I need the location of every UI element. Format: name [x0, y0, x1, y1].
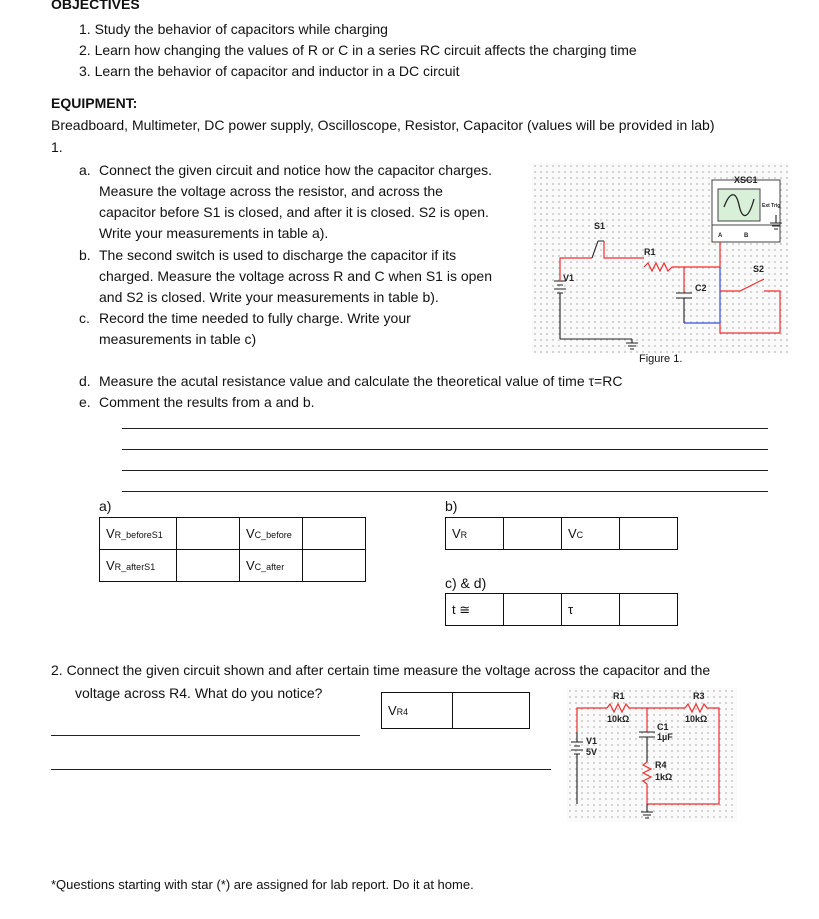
table-cd-label: c) & d) [445, 575, 487, 591]
t-value[interactable] [504, 594, 562, 626]
vc-label: VC [562, 518, 620, 550]
figure-2-circuit [567, 688, 737, 822]
q1d-text: Measure the acutal resistance value and calculate the theoretical value of time τ=RC [99, 373, 623, 389]
table-a-row-before [100, 518, 366, 550]
table-a-row-after [100, 550, 366, 582]
q1d-marker: d. [79, 373, 91, 389]
table-cd [445, 593, 678, 626]
fig2-c1-value: 1µF [657, 732, 673, 742]
q1c-marker: c. [79, 310, 90, 326]
t-approx-label: t ≅ [446, 594, 504, 626]
objective-1: 1. Study the behavior of capacitors while charging [79, 21, 388, 37]
fig2-capacitor-c1-icon [639, 732, 655, 737]
equipment-text: Breadboard, Multimeter, DC power supply, Oscilloscope, Resistor, Capacitor (values will be provided in lab) [51, 117, 715, 133]
fig2-r4-value: 1kΩ [655, 772, 673, 782]
wire-r1-scope-a [680, 242, 720, 267]
q1c-line-1: Record the time needed to fully charge. Write your [99, 310, 411, 326]
q1a-line-1: Connect the given circuit and notice how the capacitor charges. [99, 162, 493, 178]
xsc1-label: XSC1 [734, 175, 758, 185]
vr4-value[interactable] [453, 693, 530, 729]
fig2-resistor-r4-icon [643, 762, 651, 804]
vr-after-s1-value[interactable] [177, 550, 240, 582]
q1b-marker: b. [79, 247, 91, 263]
q1a-line-2: Measure the voltage across the resistor, and across the [99, 183, 443, 199]
fig2-r4-label: R4 [655, 760, 667, 770]
tau-label: τ [562, 594, 620, 626]
vc-before-value[interactable] [303, 518, 366, 550]
table-b-row [446, 518, 678, 550]
fig2-wire-left [577, 708, 607, 732]
equipment-heading: EQUIPMENT: [51, 95, 138, 111]
vr4-label: VR4 [382, 693, 453, 729]
question-2-line-2: voltage across R4. What do you notice? [75, 685, 323, 701]
question-1-number: 1. [51, 139, 63, 155]
answer-line-4[interactable] [122, 491, 768, 492]
s1-label: S1 [594, 221, 606, 231]
q1e-text: Comment the results from a and b. [99, 394, 315, 410]
objective-2: 2. Learn how changing the values of R or C in a series RC circuit affects the charging time [79, 42, 637, 58]
switch-s1-icon [592, 241, 604, 258]
v1-label: V1 [563, 273, 575, 283]
tau-value[interactable] [620, 594, 678, 626]
q2-answer-line-2[interactable] [51, 769, 551, 770]
fig2-resistor-r1-icon [607, 704, 685, 712]
q1b-line-1: The second switch is used to discharge the capacitor if its [99, 247, 457, 263]
fig2-v1-label: V1 [586, 736, 598, 746]
vr-after-s1-label: VR_afterS1 [100, 550, 177, 582]
switch-s2-icon [720, 279, 780, 333]
channel-b-label: B [744, 233, 749, 239]
ground-icon [560, 339, 638, 349]
capacitor-c2-icon [676, 293, 692, 298]
fig2-r3-value: 10kΩ [685, 714, 708, 724]
fig2-resistor-r3-icon [647, 704, 719, 804]
resistor-r1-icon [644, 263, 680, 271]
q1b-line-2: charged. Measure the voltage across R and C when S1 is open [99, 268, 493, 284]
q1b-line-3: and S2 is closed. Write your measurements in table b). [99, 289, 439, 305]
r1-label: R1 [644, 247, 656, 257]
wire-scope-b [684, 267, 720, 323]
channel-a-label: A [718, 233, 723, 239]
s2-label: S2 [753, 264, 765, 274]
table-vr4-row [382, 693, 530, 729]
objective-3: 3. Learn the behavior of capacitor and inductor in a DC circuit [79, 63, 460, 79]
table-a-label: a) [99, 498, 112, 514]
vr-before-s1-value[interactable] [177, 518, 240, 550]
q1a-line-3: capacitor before S1 is closed, and after it is closed. S2 is open. [99, 204, 489, 220]
figure-2-svg [567, 688, 737, 822]
answer-line-2[interactable] [122, 449, 768, 450]
wire-s1-r1 [604, 241, 644, 258]
answer-line-1[interactable] [122, 428, 768, 429]
table-vr4 [381, 692, 530, 729]
vr-label: VR [446, 518, 504, 550]
question-2-line-1: 2. Connect the given circuit shown and after certain time measure the voltage across the capacitor and the [51, 662, 711, 678]
fig2-v1-value: 5V [586, 747, 598, 757]
table-cd-row [446, 594, 678, 626]
objectives-heading: OBJECTIVES [51, 0, 140, 12]
table-b [445, 517, 678, 550]
footnote: *Questions starting with star (*) are assigned for lab report. Do it at home. [51, 877, 474, 892]
vc-value[interactable] [620, 518, 678, 550]
q1a-marker: a. [79, 162, 91, 178]
vc-before-label: VC_before [240, 518, 303, 550]
fig2-r1-label: R1 [613, 691, 625, 701]
q1c-line-2: measurements in table c) [99, 331, 257, 347]
fig2-r3-label: R3 [693, 691, 705, 701]
fig2-c1-label: C1 [657, 722, 669, 732]
q1a-line-4: Write your measurements in table a). [99, 225, 329, 241]
q2-answer-line-1[interactable] [51, 735, 360, 736]
vc-after-label: VC_after [240, 550, 303, 582]
q1e-marker: e. [79, 394, 91, 410]
figure-1-circuit [532, 163, 788, 353]
answer-line-3[interactable] [122, 470, 768, 471]
figure-1-caption: Figure 1. [639, 353, 683, 365]
figure-1-svg [532, 163, 788, 353]
table-a [99, 517, 366, 582]
vr-before-s1-label: VR_beforeS1 [100, 518, 177, 550]
fig2-ground-icon [641, 804, 653, 818]
table-b-label: b) [445, 498, 458, 514]
fig2-r1-value: 10kΩ [607, 714, 630, 724]
vc-after-value[interactable] [303, 550, 366, 582]
ext-trig-label: Ext Trig [762, 203, 781, 209]
c2-label: C2 [695, 283, 707, 293]
vr-value[interactable] [504, 518, 562, 550]
fig2-battery-icon [571, 742, 583, 754]
